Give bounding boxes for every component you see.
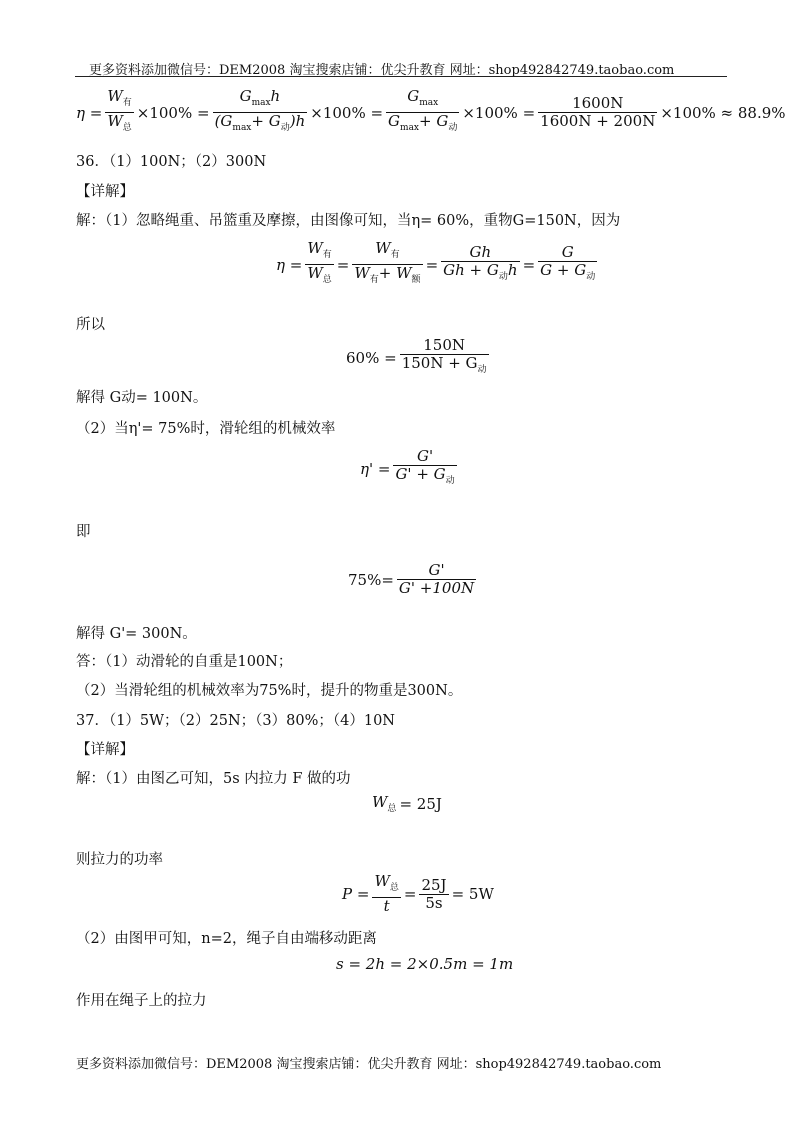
q37-eq3: s = 2h = 2×0.5m = 1m — [336, 955, 514, 973]
frac-gmax-h: $\frac{G_{max}h}{(G_{max}+ G_动)h}$ — [214, 87, 306, 133]
frac-numeric: $\frac{1600N}{1600N + 200N}$ — [540, 94, 656, 130]
frac-w-ratio: $\frac{W_有}{W_总}$ — [107, 87, 132, 133]
q36-solution-p5: 即 — [76, 524, 91, 540]
q36-solution-p2: 所以 — [76, 317, 105, 333]
q36-eq3: η' = $\frac{G'}{G' + G_动}$ — [360, 447, 455, 486]
q36-eq1: η = $\frac{W_有}{W_总}$ = $\frac{W_有}{W_有+ W_额}$ = $\frac{Gh}{Gh + G_动h}$ = $\frac{G}{G + G_动}$ — [276, 239, 596, 285]
q37-solution-p4: 作用在绳子上的拉力 — [76, 993, 207, 1009]
q36-solution-p6: 解得 G'= 300N。 — [76, 626, 197, 642]
q36-answer-title: 36．（1）100N；（2）300N — [76, 154, 267, 170]
header-rule — [75, 76, 727, 77]
q36-answer-1: 答：（1）动滑轮的自重是100N； — [76, 654, 293, 670]
q37-solution-p1: 解：（1）由图乙可知，5s 内拉力 F 做的功 — [76, 771, 351, 787]
q37-solution-p2: 则拉力的功率 — [76, 852, 163, 868]
q37-solution-p3: （2）由图甲可知，n=2，绳子自由端移动距离 — [76, 931, 377, 947]
q36-answer-2: （2）当滑轮组的机械效率为75%时，提升的物重是300N。 — [76, 683, 463, 699]
q36-solution-p4: （2）当η'= 75%时，滑轮组的机械效率 — [76, 421, 336, 437]
q36-detail-label: 【详解】 — [76, 184, 134, 200]
q36-eq4: 75%= $\frac{G'}{G' +100N}$ — [348, 561, 475, 597]
q36-solution-p3: 解得 G动= 100N。 — [76, 390, 208, 406]
q36-eq2: 60% = $\frac{150N}{150N + G_动}$ — [346, 336, 487, 375]
q37-answer-title: 37．（1）5W；（2）25N；（3）80%；（4）10N — [76, 713, 395, 729]
page-header: 更多资料添加微信号：DEM2008 淘宝搜索店铺：优尖升教育 网址：shop492842749.taobao.com — [89, 63, 675, 78]
q37-eq1: $W_总$ = 25J — [372, 793, 442, 814]
q37-eq2: P = $\frac{W_总}{t}$ = $\frac{25J}{5s}$ = 5W — [342, 872, 494, 915]
frac-gmax: $\frac{G_{max}}{G_{max}+ G_动}$ — [388, 87, 458, 133]
eq-eta: η = — [76, 103, 103, 122]
efficiency-equation-top: η = $\frac{W_有}{W_总}$ ×100% = $\frac{G_{max}h}{(G_{max}+ G_动)h}$ ×100% = $\frac{G_{max}}{G_{max}+ G_动}$ ×100% = $\frac{1600N}{1600N + 200N}$ ×100% ≈ 88.9% — [76, 88, 786, 137]
q37-detail-label: 【详解】 — [76, 742, 134, 758]
q36-solution-p1: 解：（1）忽略绳重、吊篮重及摩擦，由图像可知，当η= 60%，重物G=150N，因为 — [76, 213, 621, 229]
page-footer: 更多资料添加微信号：DEM2008 淘宝搜索店铺：优尖升教育 网址：shop492842749.taobao.com — [76, 1057, 662, 1072]
